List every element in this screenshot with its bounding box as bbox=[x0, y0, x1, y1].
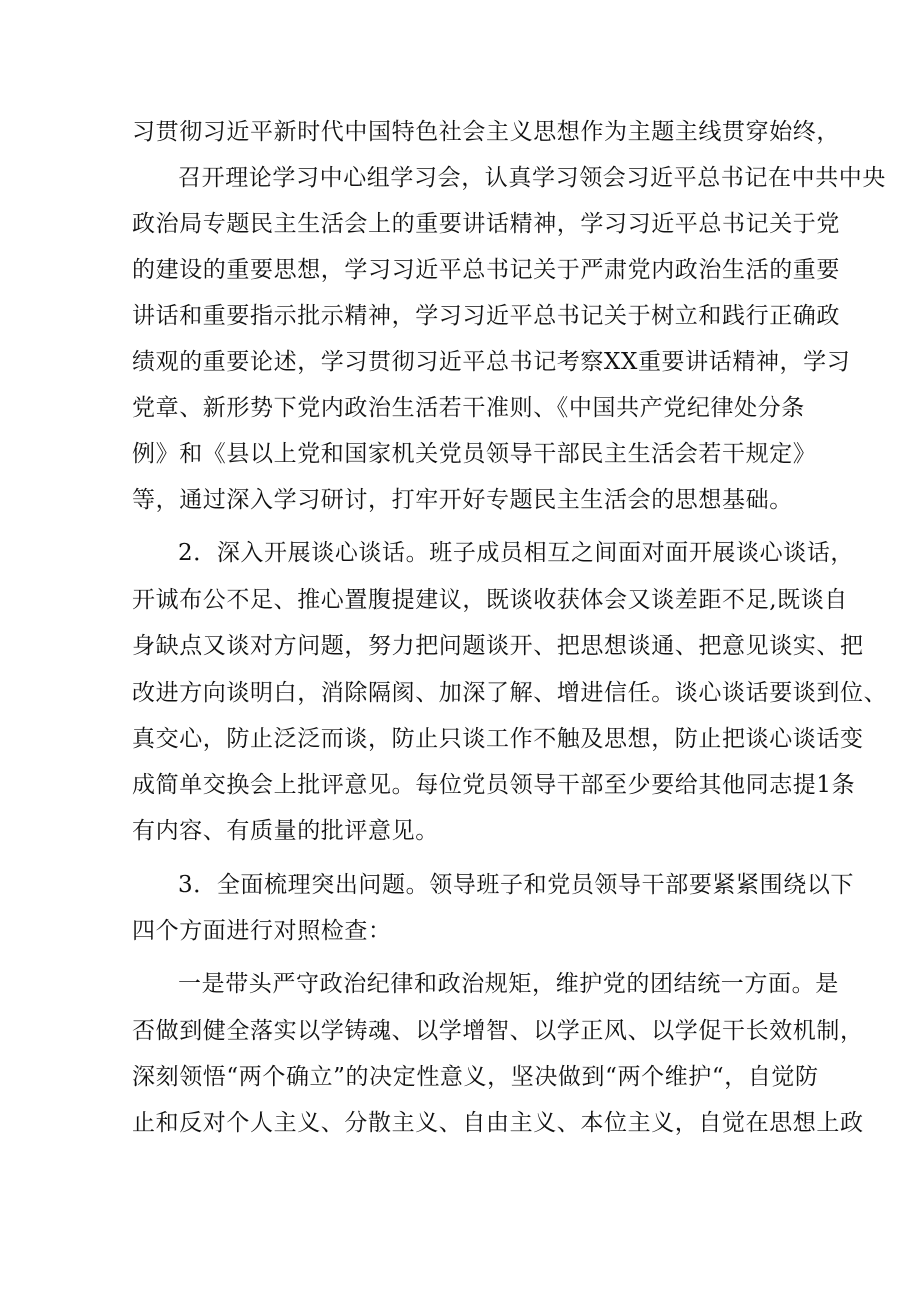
text-line: 否做到健全落实以学铸魂、以学增智、以学正风、以学促干长效机制， bbox=[132, 1018, 864, 1044]
text-line: 改进方向谈明白，消除隔阂、加深了解、增进信任。谈心谈话要谈到位、 bbox=[132, 680, 888, 706]
text-line: 绩观的重要论述，学习贯彻习近平总书记考察XX重要讲话精神，学习 bbox=[132, 349, 851, 375]
text-line: 的建设的重要思想，学习习近平总书记关于严肃党内政治生活的重要 bbox=[132, 257, 840, 283]
text-line: 身缺点又谈对方问题，努力把问题谈开、把思想谈通、把意见谈实、把 bbox=[132, 633, 864, 659]
text-line: 一是带头严守政治纪律和政治规矩，维护党的团结统一方面。是 bbox=[178, 971, 839, 997]
text-line: 四个方面进行对照检查： bbox=[132, 918, 392, 944]
text-line: 成简单交换会上批评意见。每位党员领导干部至少要给其他同志提1条 bbox=[132, 772, 856, 798]
text-line: 等，通过深入学习研讨，打牢开好专题民主生活会的思想基础。 bbox=[132, 487, 793, 513]
text-line: 政治局专题民主生活会上的重要讲话精神，学习习近平总书记关于党 bbox=[132, 211, 840, 237]
text-line: 3．全面梳理突出问题。领导班子和党员领导干部要紧紧围绕以下 bbox=[178, 872, 855, 898]
text-line: 深刻领悟“两个确立”的决定性意义，坚决做到“两个维护“，自觉防 bbox=[132, 1064, 819, 1090]
text-line: 开诚布公不足、推心置腹提建议，既谈收获体会又谈差距不足,既谈自 bbox=[132, 587, 848, 613]
text-line: 真交心，防止泛泛而谈，防止只谈工作不触及思想，防止把谈心谈话变 bbox=[132, 726, 864, 752]
text-line: 党章、新形势下党内政治生活若干准则、《中国共产党纪律处分条 bbox=[132, 395, 805, 421]
text-line: 止和反对个人主义、分散主义、自由主义、本位主义，自觉在思想上政 bbox=[132, 1110, 864, 1136]
text-line: 有内容、有质量的批评意见。 bbox=[132, 818, 439, 844]
text-line: 例》和《县以上党和国家机关党员领导干部民主生活会若干规定》 bbox=[132, 441, 817, 467]
text-line: 召开理论学习中心组学习会，认真学习领会习近平总书记在中共中央 bbox=[178, 165, 886, 191]
text-line: 习贯彻习近平新时代中国特色社会主义思想作为主题主线贯穿始终， bbox=[132, 119, 840, 145]
text-line: 讲话和重要指示批示精神，学习习近平总书记关于树立和践行正确政 bbox=[132, 303, 840, 329]
text-line: 2．深入开展谈心谈话。班子成员相互之间面对面开展谈心谈话， bbox=[178, 540, 855, 566]
